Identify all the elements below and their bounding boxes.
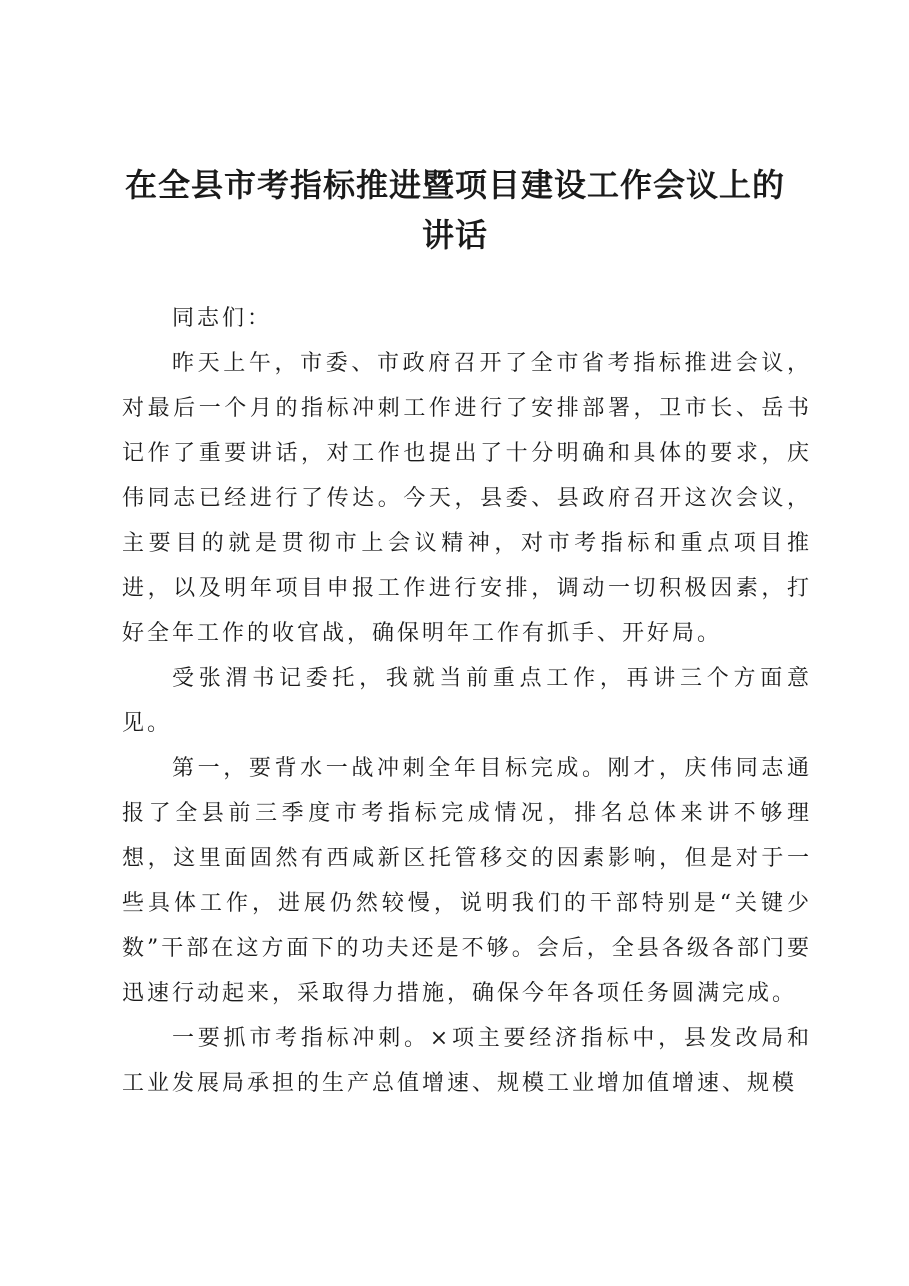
paragraph-4: 一要抓市考指标冲刺。×项主要经济指标中，县发改局和工业发展局承担的生产总值增速、规模工业增加值增速、规模	[122, 1026, 812, 1096]
paragraph-3: 第一，要背水一战冲刺全年目标完成。刚才，庆伟同志通报了全县前三季度市考指标完成情况，排名总体来讲不够理想，这里面固然有西咸新区托管移交的因素影响，但是对于一些具体工作，进展仍然较慢，说明我们的干部特别是“关键少数”干部在这方面下的功夫还是不够。会后，全县各级各部门要迅速行动起来，采取得力措施，确保今年各项任务圆满完成。	[122, 756, 812, 1006]
paragraph-1: 昨天上午，市委、市政府召开了全市省考指标推进会议，对最后一个月的指标冲刺工作进行了安排部署，卫市长、岳书记作了重要讲话，对工作也提出了十分明确和具体的要求，庆伟同志已经进行了传达。今天，县委、县政府召开这次会议，主要目的就是贯彻市上会议精神，对市考指标和重点项目推进，以及明年项目申报工作进行安排，调动一切积极因素，打好全年工作的收官战，确保明年工作有抓手、开好局。	[122, 351, 812, 646]
title-line-1: 在全县市考指标推进暨项目建设工作会议上的	[124, 166, 785, 204]
document-title	[110, 160, 800, 260]
title-line-2: 讲话	[421, 216, 488, 254]
salutation: 同志们：	[172, 306, 273, 331]
document-body	[122, 296, 812, 1106]
paragraph-2: 受张渭书记委托，我就当前重点工作，再讲三个方面意见。	[122, 666, 812, 736]
